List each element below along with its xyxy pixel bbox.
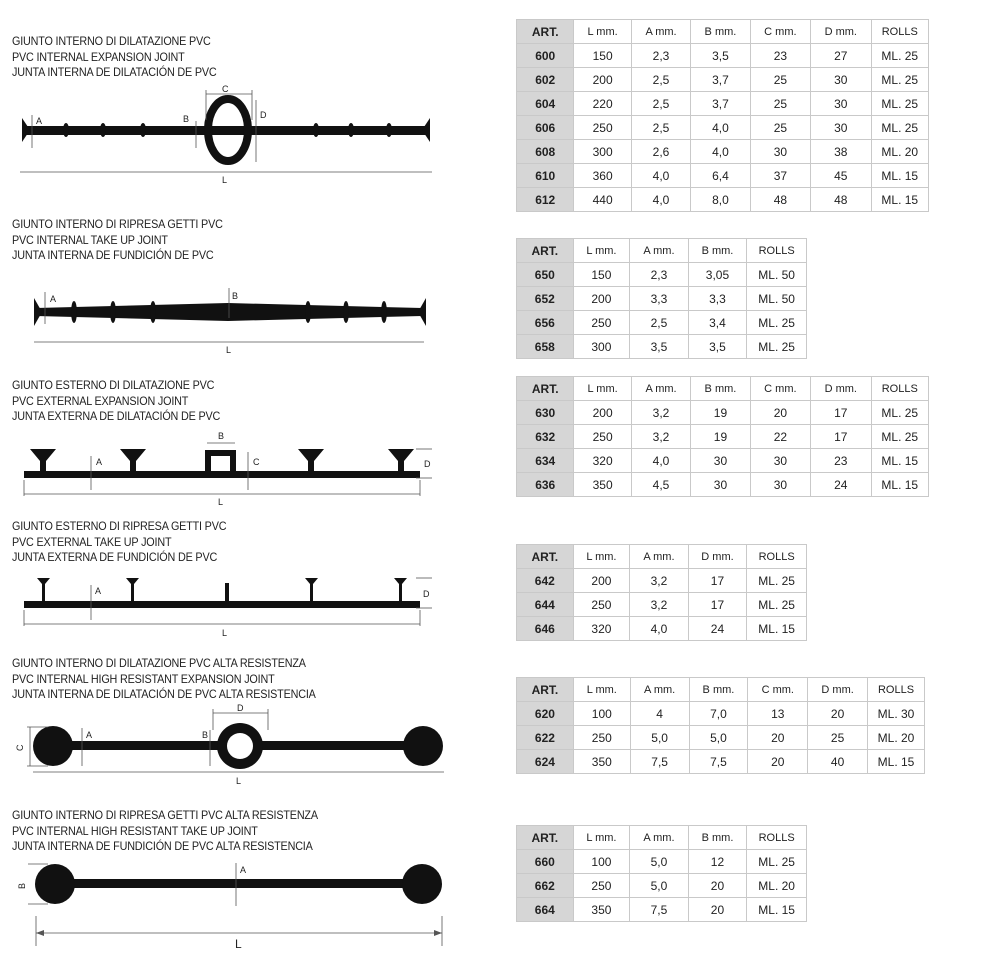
col-b: B mm. xyxy=(691,377,750,401)
col-rolls: ROLLS xyxy=(871,20,928,44)
cell: 27 xyxy=(811,44,871,68)
cell: 5,0 xyxy=(630,850,689,874)
cell: 350 xyxy=(573,898,630,922)
cell: 3,3 xyxy=(688,287,747,311)
cell: ML. 15 xyxy=(747,617,807,641)
cell: 17 xyxy=(688,569,747,593)
col-rolls: ROLLS xyxy=(747,826,807,850)
cell: ML. 15 xyxy=(871,449,928,473)
dim-b: B xyxy=(232,291,239,301)
cell: 2,5 xyxy=(631,116,690,140)
cell: 250 xyxy=(573,874,630,898)
cell: 4 xyxy=(630,702,689,726)
title-it: GIUNTO ESTERNO DI DILATAZIONE PVC xyxy=(12,378,215,392)
cell: 4,0 xyxy=(691,116,750,140)
cell: 660 xyxy=(517,850,574,874)
cell: 5,0 xyxy=(689,726,748,750)
dim-b: B xyxy=(17,882,27,889)
cell: 624 xyxy=(517,750,574,774)
cell: 48 xyxy=(811,188,871,212)
table-external-take-up-joint xyxy=(516,544,807,641)
cell: 24 xyxy=(811,473,871,497)
cell: 652 xyxy=(517,287,574,311)
table-internal-expansion-joint xyxy=(516,19,929,212)
title-it: GIUNTO INTERNO DI DILATAZIONE PVC ALTA RESISTENZA xyxy=(12,656,306,670)
col-l: L mm. xyxy=(574,20,631,44)
title-it: GIUNTO INTERNO DI DILATAZIONE PVC xyxy=(12,34,211,48)
cell: ML. 20 xyxy=(871,140,928,164)
dim-a: A xyxy=(240,865,247,875)
dim-b: B xyxy=(202,730,209,740)
col-d: D mm. xyxy=(688,545,747,569)
cell: 250 xyxy=(573,726,630,750)
col-a: A mm. xyxy=(630,239,689,263)
dim-c: C xyxy=(253,457,260,467)
cell: 612 xyxy=(517,188,574,212)
dim-a: A xyxy=(50,294,57,304)
col-l: L mm. xyxy=(573,545,630,569)
table-row xyxy=(517,850,807,874)
col-art: ART. xyxy=(517,826,574,850)
cell: 4,0 xyxy=(631,164,690,188)
cell: 664 xyxy=(517,898,574,922)
cell: 350 xyxy=(573,750,630,774)
cell: 7,0 xyxy=(689,702,748,726)
table-high-resistant-expansion-joint xyxy=(516,677,925,774)
cell: 634 xyxy=(517,449,574,473)
col-l: L mm. xyxy=(573,826,630,850)
cell: ML. 15 xyxy=(747,898,807,922)
cell: 632 xyxy=(517,425,574,449)
cell: 250 xyxy=(574,425,631,449)
cell: 3,2 xyxy=(631,401,690,425)
dim-c: C xyxy=(222,84,229,94)
cell: 3,2 xyxy=(631,425,690,449)
table-row xyxy=(517,335,807,359)
cell: ML. 25 xyxy=(871,44,928,68)
cell: ML. 25 xyxy=(747,311,807,335)
table-row xyxy=(517,116,929,140)
title-en: PVC INTERNAL HIGH RESISTANT EXPANSION JOINT xyxy=(12,671,275,686)
col-art: ART. xyxy=(517,377,574,401)
dim-l: L xyxy=(222,628,228,638)
cell: ML. 25 xyxy=(871,401,928,425)
cell: 360 xyxy=(574,164,631,188)
table-high-resistant-take-up-joint xyxy=(516,825,807,922)
cell: 20 xyxy=(748,726,808,750)
title-es: JUNTA INTERNA DE FUNDICIÓN DE PVC ALTA RESISTENCIA xyxy=(12,839,313,853)
cell: 19 xyxy=(691,401,750,425)
cell: 440 xyxy=(574,188,631,212)
cell: 350 xyxy=(574,473,631,497)
cell: 3,4 xyxy=(688,311,747,335)
col-d: D mm. xyxy=(811,20,871,44)
cell: 30 xyxy=(750,473,810,497)
cell: 3,7 xyxy=(691,92,750,116)
drawing-high-resistant-take-up-joint xyxy=(0,0,470,957)
cell: 17 xyxy=(811,425,871,449)
col-b: B mm. xyxy=(688,239,747,263)
cell: 5,0 xyxy=(630,874,689,898)
table-row xyxy=(517,287,807,311)
table-row xyxy=(517,726,925,750)
cell: 100 xyxy=(573,702,630,726)
cell: ML. 15 xyxy=(868,750,925,774)
table-row xyxy=(517,311,807,335)
col-rolls: ROLLS xyxy=(747,545,807,569)
col-a: A mm. xyxy=(630,826,689,850)
cell: 200 xyxy=(573,287,630,311)
col-b: B mm. xyxy=(691,20,750,44)
cell: 610 xyxy=(517,164,574,188)
cell: 3,2 xyxy=(630,593,689,617)
cell: 200 xyxy=(574,401,631,425)
cell: 4,0 xyxy=(691,140,750,164)
cell: ML. 25 xyxy=(871,116,928,140)
cell: 250 xyxy=(573,311,630,335)
col-a: A mm. xyxy=(631,20,690,44)
table-row xyxy=(517,92,929,116)
cell: 20 xyxy=(688,874,747,898)
cell: 642 xyxy=(517,569,574,593)
col-b: B mm. xyxy=(689,678,748,702)
cell: 20 xyxy=(808,702,868,726)
cell: 2,3 xyxy=(631,44,690,68)
title-en: PVC EXTERNAL EXPANSION JOINT xyxy=(12,393,189,408)
cell: 2,3 xyxy=(630,263,689,287)
cell: 25 xyxy=(808,726,868,750)
cell: ML. 25 xyxy=(871,425,928,449)
cell: ML. 30 xyxy=(868,702,925,726)
cell: 320 xyxy=(574,449,631,473)
cell: 656 xyxy=(517,311,574,335)
cell: 320 xyxy=(573,617,630,641)
title-it: GIUNTO ESTERNO DI RIPRESA GETTI PVC xyxy=(12,519,227,533)
col-art: ART. xyxy=(517,678,574,702)
cell: 4,5 xyxy=(631,473,690,497)
col-rolls: ROLLS xyxy=(747,239,807,263)
cell: 3,3 xyxy=(630,287,689,311)
cell: 4,0 xyxy=(631,449,690,473)
cell: 4,0 xyxy=(631,188,690,212)
cell: 604 xyxy=(517,92,574,116)
cell: ML. 25 xyxy=(747,850,807,874)
col-l: L mm. xyxy=(573,239,630,263)
dim-l: L xyxy=(222,175,228,185)
cell: 608 xyxy=(517,140,574,164)
col-l: L mm. xyxy=(573,678,630,702)
cell: 38 xyxy=(811,140,871,164)
cell: 20 xyxy=(688,898,747,922)
cell: 40 xyxy=(808,750,868,774)
cell: 630 xyxy=(517,401,574,425)
cell: ML. 20 xyxy=(747,874,807,898)
col-d: D mm. xyxy=(811,377,871,401)
cell: 5,0 xyxy=(630,726,689,750)
cell: 3,5 xyxy=(630,335,689,359)
dim-a: A xyxy=(36,116,43,126)
cell: 220 xyxy=(574,92,631,116)
cell: 8,0 xyxy=(691,188,750,212)
cell: 150 xyxy=(574,44,631,68)
cell: 23 xyxy=(750,44,810,68)
cell: 30 xyxy=(811,68,871,92)
table-row xyxy=(517,569,807,593)
cell: 636 xyxy=(517,473,574,497)
cell: ML. 25 xyxy=(871,92,928,116)
col-rolls: ROLLS xyxy=(871,377,928,401)
cell: ML. 25 xyxy=(871,68,928,92)
table-row xyxy=(517,874,807,898)
cell: 30 xyxy=(691,449,750,473)
col-b: B mm. xyxy=(688,826,747,850)
cell: 37 xyxy=(750,164,810,188)
title-es: JUNTA INTERNA DE FUNDICIÓN DE PVC xyxy=(12,248,214,262)
dim-l: L xyxy=(235,937,242,951)
cell: 24 xyxy=(688,617,747,641)
table-row xyxy=(517,449,929,473)
title-en: PVC INTERNAL TAKE UP JOINT xyxy=(12,232,168,247)
cell: 17 xyxy=(811,401,871,425)
title-en: PVC INTERNAL EXPANSION JOINT xyxy=(12,49,185,64)
cell: 30 xyxy=(691,473,750,497)
title-en: PVC INTERNAL HIGH RESISTANT TAKE UP JOINT xyxy=(12,823,258,838)
cell: 2,5 xyxy=(631,92,690,116)
col-rolls: ROLLS xyxy=(868,678,925,702)
cell: 300 xyxy=(574,140,631,164)
title-it: GIUNTO INTERNO DI RIPRESA GETTI PVC xyxy=(12,217,223,231)
col-art: ART. xyxy=(517,545,574,569)
table-row xyxy=(517,44,929,68)
col-a: A mm. xyxy=(631,377,690,401)
cell: ML. 25 xyxy=(747,569,807,593)
cell: 602 xyxy=(517,68,574,92)
col-art: ART. xyxy=(517,239,574,263)
cell: 600 xyxy=(517,44,574,68)
table-row xyxy=(517,473,929,497)
dim-a: A xyxy=(96,457,103,467)
cell: 25 xyxy=(750,92,810,116)
cell: ML. 15 xyxy=(871,164,928,188)
dim-l: L xyxy=(218,497,224,507)
cell: 7,5 xyxy=(630,898,689,922)
cell: 22 xyxy=(750,425,810,449)
cell: ML. 20 xyxy=(868,726,925,750)
cell: 250 xyxy=(574,116,631,140)
table-row xyxy=(517,425,929,449)
cell: 12 xyxy=(688,850,747,874)
cell: 23 xyxy=(811,449,871,473)
title-es: JUNTA EXTERNA DE DILATACIÓN DE PVC xyxy=(12,409,221,423)
dim-l: L xyxy=(236,776,242,786)
table-row xyxy=(517,263,807,287)
cell: 650 xyxy=(517,263,574,287)
table-row xyxy=(517,617,807,641)
cell: 48 xyxy=(750,188,810,212)
cell: 30 xyxy=(750,140,810,164)
cell: ML. 15 xyxy=(871,473,928,497)
cell: 25 xyxy=(750,116,810,140)
title-es: JUNTA EXTERNA DE FUNDICIÓN DE PVC xyxy=(12,550,218,564)
cell: 646 xyxy=(517,617,574,641)
cell: 4,0 xyxy=(630,617,689,641)
table-row xyxy=(517,68,929,92)
dim-l: L xyxy=(226,345,232,355)
cell: 30 xyxy=(750,449,810,473)
cell: 19 xyxy=(691,425,750,449)
cell: 3,5 xyxy=(691,44,750,68)
cell: 606 xyxy=(517,116,574,140)
dim-b: B xyxy=(183,114,190,124)
cell: ML. 15 xyxy=(871,188,928,212)
cell: 658 xyxy=(517,335,574,359)
cell: 20 xyxy=(750,401,810,425)
title-en: PVC EXTERNAL TAKE UP JOINT xyxy=(12,534,172,549)
cell: 300 xyxy=(573,335,630,359)
table-row xyxy=(517,188,929,212)
dim-c: C xyxy=(15,744,25,751)
col-a: A mm. xyxy=(630,678,689,702)
table-row xyxy=(517,702,925,726)
cell: 3,05 xyxy=(688,263,747,287)
cell: 2,5 xyxy=(630,311,689,335)
cell: 2,5 xyxy=(631,68,690,92)
cell: ML. 25 xyxy=(747,335,807,359)
cell: 17 xyxy=(688,593,747,617)
col-c: C mm. xyxy=(750,377,810,401)
table-row xyxy=(517,164,929,188)
col-c: C mm. xyxy=(750,20,810,44)
table-row xyxy=(517,140,929,164)
cell: 45 xyxy=(811,164,871,188)
cell: 13 xyxy=(748,702,808,726)
cell: 250 xyxy=(573,593,630,617)
table-row xyxy=(517,898,807,922)
cell: 3,7 xyxy=(691,68,750,92)
title-it: GIUNTO INTERNO DI RIPRESA GETTI PVC ALTA RESISTENZA xyxy=(12,808,318,822)
cell: 7,5 xyxy=(630,750,689,774)
cell: ML. 50 xyxy=(747,287,807,311)
cell: 644 xyxy=(517,593,574,617)
cell: 100 xyxy=(573,850,630,874)
cell: 150 xyxy=(573,263,630,287)
cell: 30 xyxy=(811,92,871,116)
col-a: A mm. xyxy=(630,545,689,569)
cell: 200 xyxy=(574,68,631,92)
cell: 620 xyxy=(517,702,574,726)
title-es: JUNTA INTERNA DE DILATACIÓN DE PVC ALTA RESISTENCIA xyxy=(12,687,316,701)
cell: 662 xyxy=(517,874,574,898)
table-row xyxy=(517,593,807,617)
cell: 30 xyxy=(811,116,871,140)
cell: 6,4 xyxy=(691,164,750,188)
cell: 20 xyxy=(748,750,808,774)
cell: 3,2 xyxy=(630,569,689,593)
dim-a: A xyxy=(95,586,102,596)
title-es: JUNTA INTERNA DE DILATACIÓN DE PVC xyxy=(12,65,217,79)
dim-d: D xyxy=(260,110,267,120)
dim-d: D xyxy=(423,589,430,599)
dim-a: A xyxy=(86,730,93,740)
cell: 2,6 xyxy=(631,140,690,164)
cell: 7,5 xyxy=(689,750,748,774)
cell: 3,5 xyxy=(688,335,747,359)
col-d: D mm. xyxy=(808,678,868,702)
table-external-expansion-joint xyxy=(516,376,929,497)
table-internal-take-up-joint xyxy=(516,238,807,359)
cell: ML. 50 xyxy=(747,263,807,287)
dim-b: B xyxy=(218,431,225,441)
dim-d: D xyxy=(237,703,244,713)
dim-d: D xyxy=(424,459,431,469)
col-art: ART. xyxy=(517,20,574,44)
table-row xyxy=(517,750,925,774)
cell: 25 xyxy=(750,68,810,92)
table-row xyxy=(517,401,929,425)
cell: 200 xyxy=(573,569,630,593)
cell: ML. 25 xyxy=(747,593,807,617)
cell: 622 xyxy=(517,726,574,750)
col-c: C mm. xyxy=(748,678,808,702)
col-l: L mm. xyxy=(574,377,631,401)
